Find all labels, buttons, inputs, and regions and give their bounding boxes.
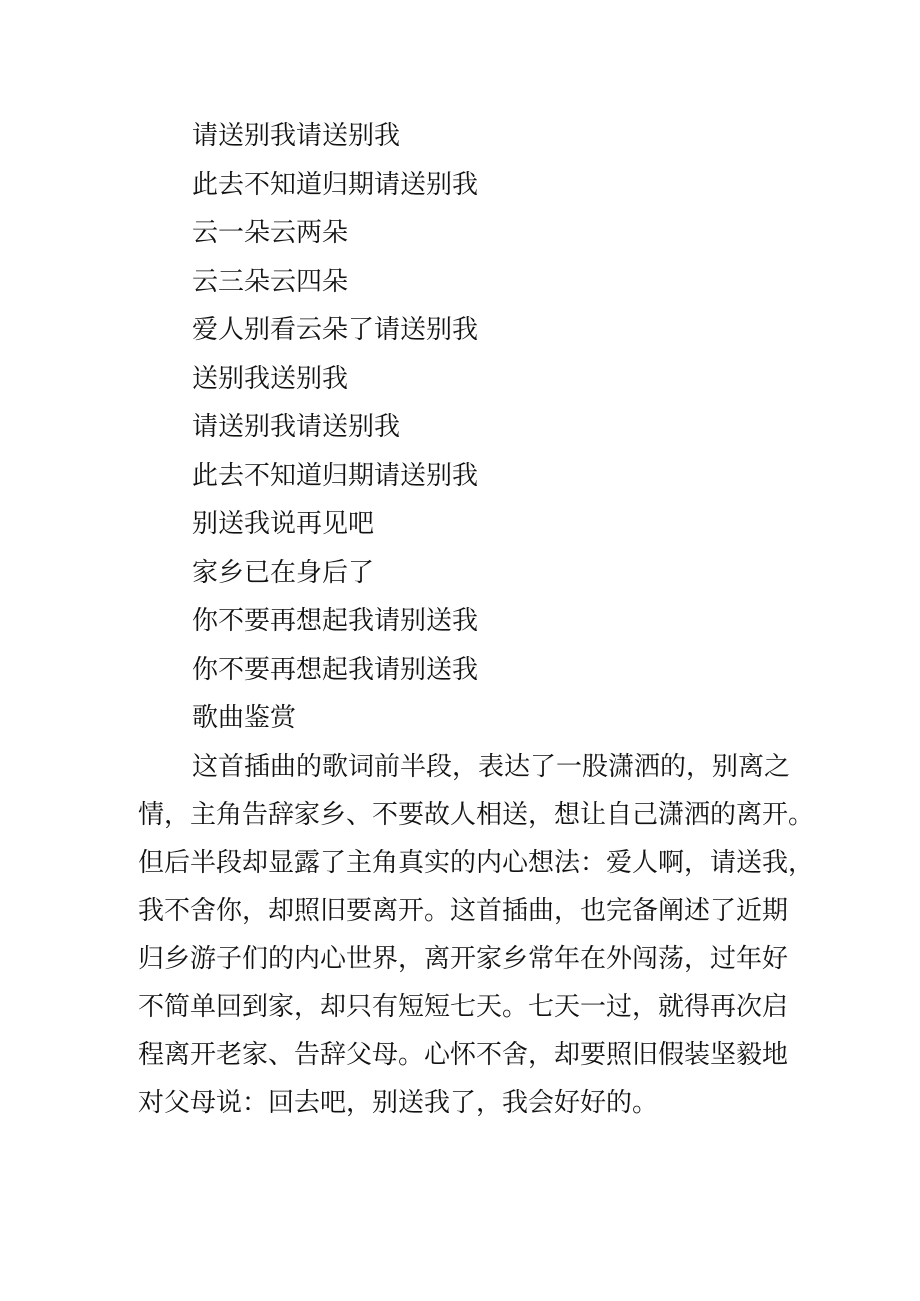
lyric-line: 此去不知道归期请送别我 xyxy=(192,460,479,491)
lyric-line: 送别我送别我 xyxy=(192,363,349,394)
lyric-line: 云一朵云两朵 xyxy=(192,218,349,248)
lyric-line: 请送别我请送别我 xyxy=(192,121,401,151)
appreciation-paragraph xyxy=(138,743,815,1127)
paragraph-line: 归乡游子们的内心世界，离开家乡常年在外闯荡，过年好 xyxy=(138,944,789,974)
paragraph-line: 但后半段却显露了主角真实的内心想法：爱人啊，请送我， xyxy=(138,848,815,878)
paragraph-line: 我不舍你，却照旧要离开。这首插曲，也完备阐述了近期 xyxy=(138,896,789,926)
paragraph-line: 程离开老家、告辞父母。心怀不舍，却要照旧假装坚毅地 xyxy=(138,1040,789,1070)
lyric-line: 云三朵云四朵 xyxy=(192,266,349,297)
lyrics-block xyxy=(192,112,478,743)
paragraph-line: 这首插曲的歌词前半段，表达了一股潇洒的，别离之 xyxy=(192,752,791,782)
paragraph-line: 情，主角告辞家乡、不要故人相送，想让自己潇洒的离开。 xyxy=(138,800,815,830)
lyric-line: 爱人别看云朵了请送别我 xyxy=(192,315,479,345)
lyric-line: 你不要再想起我请别送我 xyxy=(192,606,479,636)
lyric-line: 你不要再想起我请别送我 xyxy=(192,654,479,685)
lyric-line: 此去不知道归期请送别我 xyxy=(192,169,479,200)
section-heading: 歌曲鉴赏 xyxy=(192,703,297,733)
paragraph-line: 对父母说：回去吧，别送我了，我会好好的。 xyxy=(138,1088,659,1118)
lyric-line: 家乡已在身后了 xyxy=(192,557,375,588)
paragraph-line: 不简单回到家，却只有短短七天。七天一过，就得再次启 xyxy=(138,992,789,1022)
lyric-line: 别送我说再见吧 xyxy=(192,509,375,539)
lyric-line: 请送别我请送别我 xyxy=(192,412,401,442)
